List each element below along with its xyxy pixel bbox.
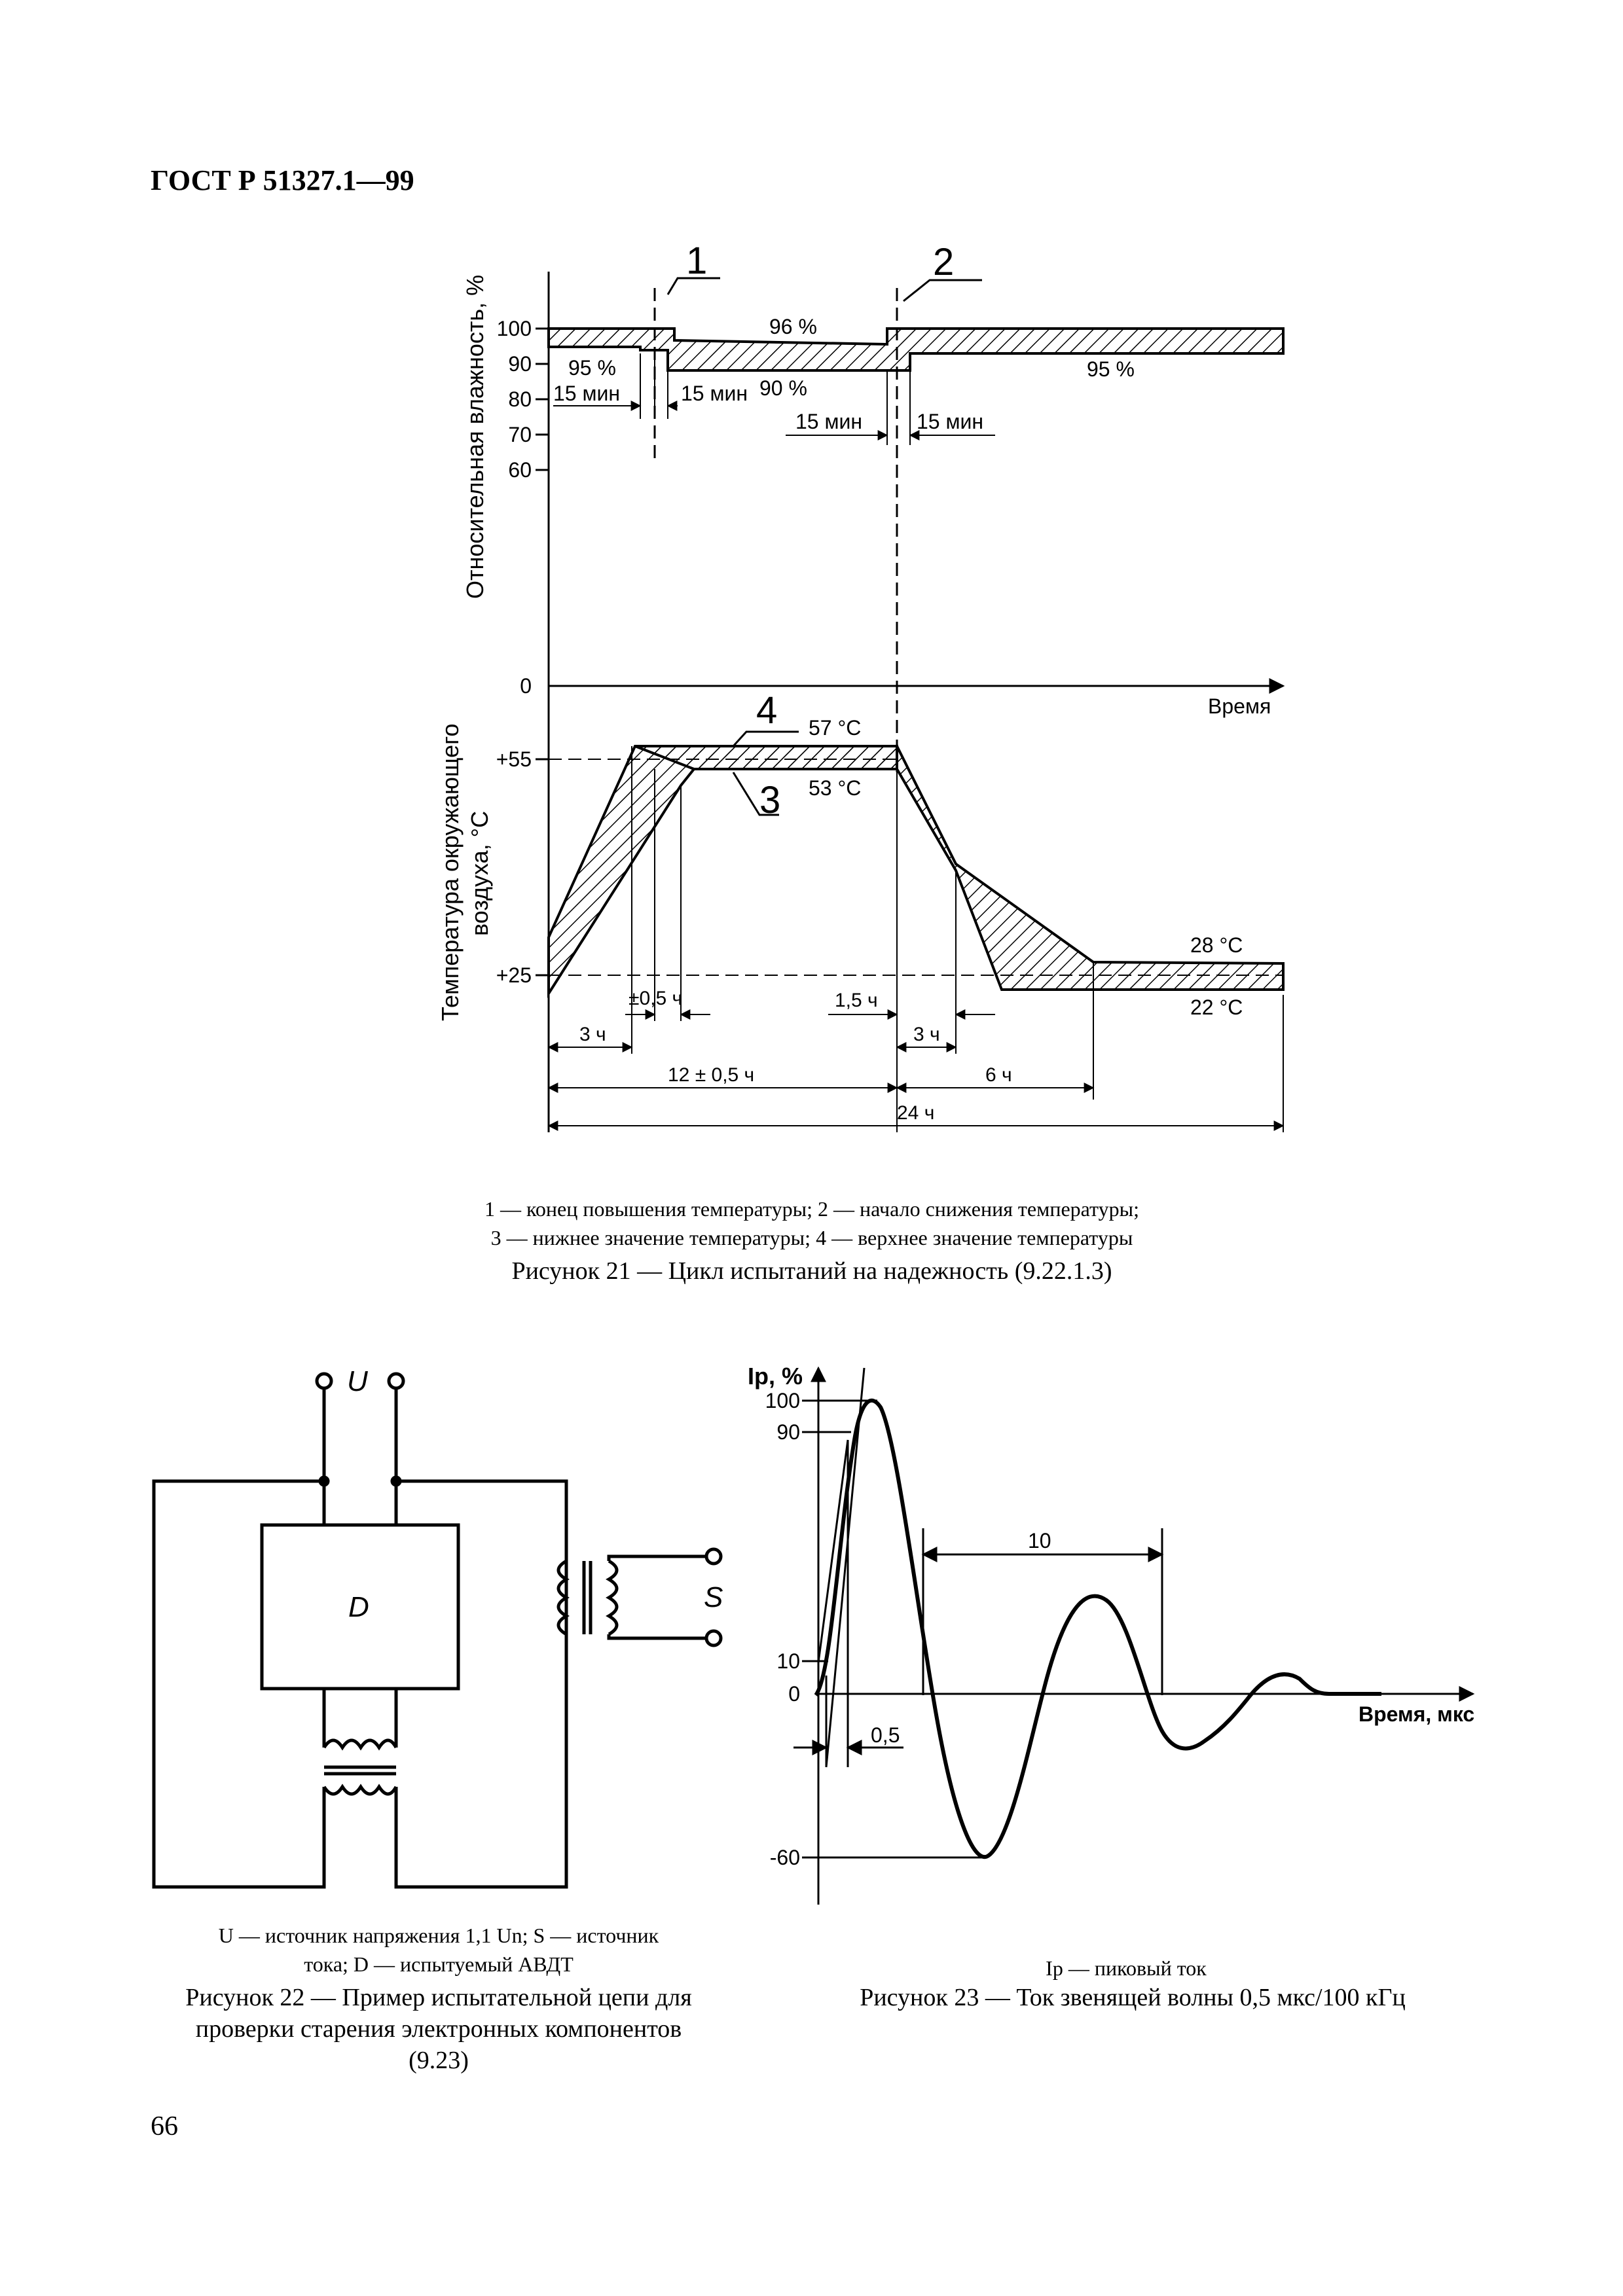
fig23-ylabel: Iр, % bbox=[748, 1363, 803, 1390]
hum-tick-90: 90 bbox=[508, 352, 532, 376]
fig22-title: Рисунок 22 — Пример испытательной цепи для проверки старения электронных компонентов (9.23) bbox=[185, 1984, 692, 2074]
d-24h: 24 ч bbox=[897, 1102, 935, 1124]
d-6h: 6 ч bbox=[985, 1064, 1012, 1086]
min15-d: 15 мин bbox=[917, 410, 984, 433]
time-label: Время bbox=[1208, 694, 1271, 718]
d-3h-b: 3 ч bbox=[913, 1024, 940, 1045]
hum-96: 96 % bbox=[769, 315, 817, 338]
fig21-legend: 1 — конец повышения температуры; 2 — начало снижения температуры; 3 — нижнее значение температуры; 4 — верхнее значение температуры bbox=[484, 1197, 1139, 1249]
marker-2: 2 bbox=[933, 241, 955, 283]
d-15h: 1,5 ч bbox=[835, 990, 878, 1011]
fig21-title: Рисунок 21 — Цикл испытаний на надежность (9.22.1.3) bbox=[511, 1257, 1112, 1285]
t53: 53 °С bbox=[809, 776, 862, 800]
fig23-tick-100: 100 bbox=[765, 1389, 800, 1412]
hum-95-left: 95 % bbox=[568, 356, 616, 380]
hum-95-right: 95 % bbox=[1087, 357, 1135, 381]
hum-tick-100: 100 bbox=[496, 317, 532, 340]
fig23-title: Рисунок 23 — Ток звенящей волны 0,5 мкс/100 кГц bbox=[860, 1984, 1406, 2011]
hum-90: 90 % bbox=[759, 376, 807, 400]
fig23-rise: 0,5 bbox=[871, 1723, 900, 1747]
fig21-ylabel-temp-1: Температура окружающего bbox=[437, 723, 464, 1021]
hum-tick-70: 70 bbox=[508, 423, 532, 446]
t57: 57 °С bbox=[809, 716, 862, 740]
d-12h: 12 ± 0,5 ч bbox=[668, 1064, 755, 1086]
min15-c: 15 мин bbox=[795, 410, 863, 433]
fig23-tick-neg60: -60 bbox=[769, 1846, 800, 1869]
d-05h: ±0,5 ч bbox=[629, 988, 683, 1009]
temp-tick-55: +55 bbox=[496, 747, 532, 771]
marker-4: 4 bbox=[756, 689, 778, 732]
fig21-ylabel-humidity: Относительная влажность, % bbox=[462, 274, 488, 599]
label-S: S bbox=[704, 1581, 723, 1613]
fig22-legend: U — источник напряжения 1,1 Un; S — источник тока; D — испытуемый АВДТ bbox=[218, 1924, 659, 1976]
fig23-tick-10: 10 bbox=[776, 1649, 800, 1673]
document-header: ГОСТ Р 51327.1—99 bbox=[151, 164, 414, 196]
fig23-legend: Iр — пиковый ток bbox=[1046, 1956, 1207, 1980]
label-U: U bbox=[347, 1365, 368, 1397]
t22: 22 °С bbox=[1190, 996, 1243, 1019]
t28: 28 °С bbox=[1190, 933, 1243, 957]
hum-tick-80: 80 bbox=[508, 387, 532, 411]
min15-a: 15 мин bbox=[553, 382, 621, 405]
fig23-xlabel: Время, мкс bbox=[1359, 1702, 1475, 1726]
fig21-ylabel-temp-2: воздуха, °С bbox=[466, 810, 493, 936]
page-number: 66 bbox=[151, 2111, 178, 2142]
hum-tick-60: 60 bbox=[508, 458, 532, 482]
label-D: D bbox=[348, 1591, 369, 1623]
ringing-wave bbox=[816, 1401, 1381, 1857]
temp-tick-25: +25 bbox=[496, 963, 532, 987]
fig23-tick-0: 0 bbox=[788, 1682, 800, 1706]
d-3h-a: 3 ч bbox=[579, 1024, 606, 1045]
marker-1: 1 bbox=[686, 240, 708, 282]
fig23-tick-90: 90 bbox=[776, 1420, 800, 1444]
zero-tick: 0 bbox=[520, 674, 532, 698]
marker-3: 3 bbox=[759, 779, 781, 821]
fig23-period: 10 bbox=[1028, 1529, 1051, 1552]
min15-b: 15 мин bbox=[681, 382, 748, 405]
